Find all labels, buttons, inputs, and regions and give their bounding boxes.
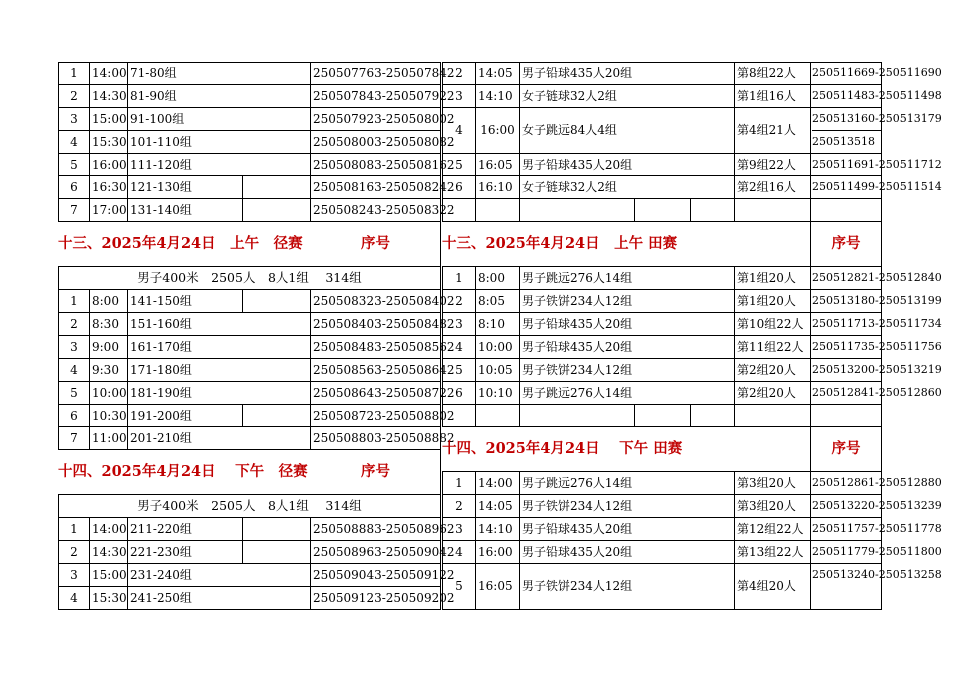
row-number: 5: [58, 382, 90, 405]
row-groups: 81-90组: [128, 85, 311, 108]
empty-cell: [243, 541, 311, 564]
row-range: 250507763-250507842: [311, 62, 441, 85]
row-groups: 201-210组: [128, 427, 311, 450]
empty-cell: [476, 405, 520, 428]
row-time: 15:30: [90, 131, 128, 154]
row-number: 3: [442, 313, 476, 336]
row-time: 15:30: [90, 587, 128, 610]
section-14-track-header: [58, 450, 441, 495]
row-number: 1: [442, 267, 476, 290]
row-range: 250508163-250508242: [311, 176, 441, 199]
row-event: 男子铅球435人20组: [520, 518, 735, 541]
row-number: 3: [58, 564, 90, 587]
row-range: 250511713-250511734: [811, 313, 882, 336]
row-group: 第2组20人: [735, 382, 811, 405]
row-time: 14:05: [476, 62, 520, 85]
row-range: 250509043-250509122: [311, 564, 441, 587]
row-time: 14:00: [476, 472, 520, 495]
row-groups: 91-100组: [128, 108, 311, 131]
section-title: 十四、2025年4月24日 下午 田赛: [442, 427, 811, 472]
table-row: [442, 495, 942, 518]
row-number: 6: [58, 176, 90, 199]
schedule-sheet: [58, 62, 942, 613]
row-group: 第1组20人: [735, 290, 811, 313]
table-row: [442, 176, 942, 199]
table-row: [442, 108, 942, 154]
row-groups: 111-120组: [128, 154, 311, 177]
row-time: 10:00: [90, 382, 128, 405]
row-number: 4: [442, 108, 476, 154]
section-title: 十三、2025年4月24日 上午 田赛: [442, 222, 811, 267]
row-number: 7: [58, 199, 90, 222]
row-number: 5: [442, 154, 476, 177]
row-number: 2: [58, 541, 90, 564]
row-time: 14:00: [90, 62, 128, 85]
row-range: 250509123-250509202: [311, 587, 441, 610]
row-range: 250508083-250508162: [311, 154, 441, 177]
table-row: [442, 85, 942, 108]
row-number: 7: [58, 427, 90, 450]
table-row: [442, 199, 882, 222]
row-group: 第2组20人: [735, 359, 811, 382]
row-event: 男子铁饼234人12组: [520, 290, 735, 313]
table-row: [442, 359, 942, 382]
section-14-field-header: [442, 427, 882, 472]
row-groups: 71-80组: [128, 62, 311, 85]
row-groups: 171-180组: [128, 359, 311, 382]
empty-cell: [476, 199, 520, 222]
row-number: 5: [58, 154, 90, 177]
row-range: 250513220-250513239: [811, 495, 882, 518]
row-groups: 221-230组: [128, 541, 243, 564]
row-group: 第12组22人: [735, 518, 811, 541]
row-number: 2: [442, 495, 476, 518]
table-row: [58, 199, 455, 222]
row-range: 250513200-250513219: [811, 359, 882, 382]
table-row: [58, 336, 455, 359]
empty-cell: [243, 290, 311, 313]
table-row: [58, 405, 455, 428]
empty-cell: [243, 176, 311, 199]
row-event: 女子链球32人2组: [520, 85, 735, 108]
table-row: [442, 541, 942, 564]
row-groups: 131-140组: [128, 199, 243, 222]
row-time: 10:30: [90, 405, 128, 428]
row-group: 第8组22人: [735, 62, 811, 85]
row-range: 250508883-250508962: [311, 518, 441, 541]
sequence-header: 序号: [311, 450, 441, 495]
row-time: 8:30: [90, 313, 128, 336]
row-event: 男子铅球435人20组: [520, 313, 735, 336]
row-event: 男子铁饼234人12组: [520, 564, 735, 610]
row-group: 第1组20人: [735, 267, 811, 290]
row-range: 250511779-250511800: [811, 541, 882, 564]
row-group: 第2组16人: [735, 176, 811, 199]
table-row: [58, 313, 455, 336]
row-number: 5: [442, 564, 476, 610]
table-row: [442, 472, 942, 495]
row-range: 250508723-250508802: [311, 405, 441, 428]
row-time: 9:00: [90, 336, 128, 359]
table-row: [58, 541, 455, 564]
table-row: [58, 62, 455, 85]
row-range: 250508643-250508722: [311, 382, 441, 405]
empty-cell: [811, 405, 882, 428]
row-time: 14:30: [90, 85, 128, 108]
row-range: 250511757-250511778: [811, 518, 882, 541]
row-number: 2: [442, 62, 476, 85]
table-row: [58, 564, 455, 587]
event-line: 男子400米 2505人 8人1组 314组: [58, 495, 441, 518]
sequence-header: 序号: [311, 222, 441, 267]
table-row: [58, 359, 455, 382]
row-groups: 141-150组: [128, 290, 243, 313]
row-groups: 231-240组: [128, 564, 311, 587]
row-range: 250513180-250513199: [811, 290, 882, 313]
row-number: 2: [442, 290, 476, 313]
table-row: [442, 382, 942, 405]
sequence-header: 序号: [811, 427, 882, 472]
table-row: [442, 290, 942, 313]
table-row: [58, 108, 455, 131]
row-group: 第9组22人: [735, 154, 811, 177]
row-time: 17:00: [90, 199, 128, 222]
event-line-row: [58, 267, 441, 290]
table-row: [442, 313, 942, 336]
row-number: 3: [442, 85, 476, 108]
table-row: [58, 427, 455, 450]
row-group: 第13组22人: [735, 541, 811, 564]
row-range-line: 250513160-250513179: [812, 108, 881, 131]
row-range: 250511691-250511712: [811, 154, 882, 177]
row-number: 3: [58, 108, 90, 131]
row-event: 男子跳远276人14组: [520, 382, 735, 405]
row-range: 250508323-250508402: [311, 290, 441, 313]
row-groups: 161-170组: [128, 336, 311, 359]
row-range: [811, 108, 942, 154]
row-group: 第3组20人: [735, 472, 811, 495]
row-range: 250512841-250512860: [811, 382, 882, 405]
row-event: 男子铁饼234人12组: [520, 359, 735, 382]
table-row: [442, 267, 942, 290]
row-time: 8:00: [476, 267, 520, 290]
empty-cell: [243, 199, 311, 222]
row-range: 250512861-250512880: [811, 472, 882, 495]
row-time: 9:30: [90, 359, 128, 382]
row-number: 6: [442, 382, 476, 405]
row-time: 15:00: [90, 108, 128, 131]
row-number: 6: [442, 176, 476, 199]
row-time: 8:05: [476, 290, 520, 313]
table-row: [58, 290, 455, 313]
track-schedule-column: [58, 62, 455, 610]
row-range: 250508483-250508562: [311, 336, 441, 359]
row-time: 16:00: [90, 154, 128, 177]
row-range: 250511669-250511690: [811, 62, 882, 85]
row-event: 男子跳远276人14组: [520, 472, 735, 495]
row-range: 250508003-250508082: [311, 131, 441, 154]
event-line-row: [58, 495, 441, 518]
row-group: 第3组20人: [735, 495, 811, 518]
row-range: 250508803-250508882: [311, 427, 441, 450]
empty-cell: [243, 405, 311, 428]
table-row: [58, 85, 455, 108]
empty-cell: [442, 199, 476, 222]
row-number: 5: [442, 359, 476, 382]
row-number: 2: [58, 313, 90, 336]
section-13-track-header: [58, 222, 441, 267]
row-event: 女子链球32人2组: [520, 176, 735, 199]
row-range: 250508563-250508642: [311, 359, 441, 382]
row-number: 4: [58, 587, 90, 610]
row-number: 1: [58, 62, 90, 85]
empty-cell: [520, 405, 635, 428]
row-number: 2: [58, 85, 90, 108]
row-groups: 121-130组: [128, 176, 243, 199]
row-event: 女子跳远84人4组: [520, 108, 735, 154]
row-range: 250511499-250511514: [811, 176, 882, 199]
event-line: 男子400米 2505人 8人1组 314组: [58, 267, 441, 290]
table-row: [58, 382, 455, 405]
row-group: 第4组21人: [735, 108, 811, 154]
empty-cell: [243, 518, 311, 541]
row-event: 男子铅球435人20组: [520, 62, 735, 85]
row-groups: 211-220组: [128, 518, 243, 541]
row-event: 男子跳远276人14组: [520, 267, 735, 290]
row-time: 14:10: [476, 518, 520, 541]
row-range: 250511735-250511756: [811, 336, 882, 359]
row-number: 3: [442, 518, 476, 541]
row-group: 第11组22人: [735, 336, 811, 359]
row-number: 4: [442, 541, 476, 564]
table-row: [442, 154, 942, 177]
row-event: 男子铅球435人20组: [520, 336, 735, 359]
row-range: 250507843-250507922: [311, 85, 441, 108]
row-time: 14:00: [90, 518, 128, 541]
empty-cell: [520, 199, 635, 222]
row-group: 第1组16人: [735, 85, 811, 108]
row-time: 8:00: [90, 290, 128, 313]
row-time: 16:05: [476, 154, 520, 177]
table-row: [442, 336, 942, 359]
row-time: 16:00: [476, 541, 520, 564]
field-schedule-column: [442, 62, 942, 610]
row-groups: 101-110组: [128, 131, 311, 154]
row-number: 1: [58, 518, 90, 541]
table-row: [58, 154, 455, 177]
row-number: 4: [58, 359, 90, 382]
table-row: [58, 518, 455, 541]
row-time: 10:10: [476, 382, 520, 405]
row-number: 4: [58, 131, 90, 154]
row-time: 16:30: [90, 176, 128, 199]
row-time: 15:00: [90, 564, 128, 587]
row-number: 4: [442, 336, 476, 359]
row-groups: 241-250组: [128, 587, 311, 610]
row-number: 1: [442, 472, 476, 495]
table-row: [442, 62, 942, 85]
empty-cell: [811, 199, 882, 222]
row-range: 250511483-250511498: [811, 85, 882, 108]
empty-cell: [691, 405, 735, 428]
row-groups: 181-190组: [128, 382, 311, 405]
row-group: 第4组20人: [735, 564, 811, 610]
row-time: 10:00: [476, 336, 520, 359]
row-groups: 151-160组: [128, 313, 311, 336]
row-time: 10:05: [476, 359, 520, 382]
empty-cell: [635, 199, 691, 222]
row-range-line: 250513518: [812, 134, 875, 148]
empty-cell: [635, 405, 691, 428]
row-number: 3: [58, 336, 90, 359]
row-event: 男子铅球435人20组: [520, 154, 735, 177]
row-time: 11:00: [90, 427, 128, 450]
table-row: [58, 587, 455, 610]
section-title: 十四、2025年4月24日 下午 径赛: [58, 450, 311, 495]
section-title: 十三、2025年4月24日 上午 径赛: [58, 222, 311, 267]
empty-cell: [442, 405, 476, 428]
row-number: 1: [58, 290, 90, 313]
sequence-header: 序号: [811, 222, 882, 267]
row-time: 14:05: [476, 495, 520, 518]
empty-cell: [735, 405, 811, 428]
row-range: 250513240-250513258: [811, 564, 882, 610]
row-number: 6: [58, 405, 90, 428]
row-range: 250507923-250508002: [311, 108, 441, 131]
row-event: 男子铅球435人20组: [520, 541, 735, 564]
row-range: 250508403-250508482: [311, 313, 441, 336]
row-group: 第10组22人: [735, 313, 811, 336]
row-time: 14:10: [476, 85, 520, 108]
row-event: 男子铁饼234人12组: [520, 495, 735, 518]
section-13-field-header: [442, 222, 882, 267]
row-time: 16:05: [476, 564, 520, 610]
row-range: 250508963-250509042: [311, 541, 441, 564]
row-time: 16:00: [476, 108, 520, 154]
empty-cell: [735, 199, 811, 222]
table-row: [58, 176, 455, 199]
row-time: 8:10: [476, 313, 520, 336]
table-row: [58, 131, 455, 154]
row-groups: 191-200组: [128, 405, 243, 428]
row-time: 14:30: [90, 541, 128, 564]
table-row: [442, 405, 882, 428]
row-range: 250512821-250512840: [811, 267, 882, 290]
table-row: [442, 564, 942, 610]
empty-cell: [691, 199, 735, 222]
row-range: 250508243-250508322: [311, 199, 441, 222]
table-row: [442, 518, 942, 541]
row-time: 16:10: [476, 176, 520, 199]
